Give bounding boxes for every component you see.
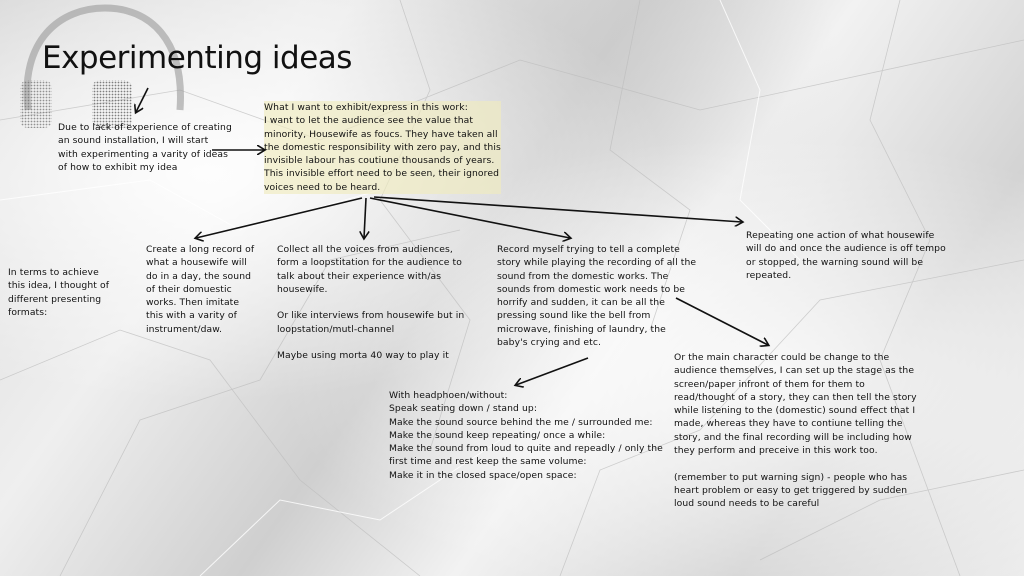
arrow-goal-to-collect (364, 198, 366, 238)
idea-audience-character: Or the main character could be change to the audience themselves, I can set up the stage as the screen/paper infront of them for them to read/thought of a story, they can then tell the story while listening to the (domestic) sound effect that I made, whereas they have to contiune telling the story, and the final recording will be including how they perform and preceive in this work too. (remember to put warning sign) - people who has heart problem or easy to get triggered by sudden loud sound needs to be careful (674, 352, 917, 510)
idea-repeat-action: Repeating one action of what housewife will do and once the audience is off tempo or stopped, the warning sound will be repeated. (746, 230, 946, 281)
page-title: Experimenting ideas (42, 40, 352, 76)
idea-headphone-options: With headphoen/without: Speak seating down / stand up: Make the sound source behind the me / surrounded me: Make the sound keep repeating/ once a while: Make the sound from loud to quite and repeadly / only the first time and rest keep the same volume: Make it in the closed space/open space: (389, 390, 663, 481)
arrow-title-to-intro (136, 88, 148, 112)
intro-note: Due to lack of experience of creating an sound installation, I will start with experimenting a varity of ideas of how to exhibit my idea (58, 122, 232, 173)
arrow-goal-to-record (196, 198, 362, 238)
formats-note: In terms to achieve this idea, I thought of different presenting formats: (8, 267, 110, 318)
idea-record-day: Create a long record of what a housewife will do in a day, the sound of their domuestic works. Then imitate this with a varity of instrument/daw. (146, 244, 255, 335)
arrow-story-to-headphone (516, 358, 588, 385)
idea-tell-story: Record myself trying to tell a complete story while playing the recording of all the sound from the domestic works. The sounds from domestic work needs to be horrify and sudden, it can be all the pressing sound like the bell from microwave, finishing of laundry, the baby's crying and etc. (497, 244, 697, 349)
arrow-story-to-audience (676, 298, 768, 345)
idea-collect-voices: Collect all the voices from audiences, form a loopstitation for the audience to talk about their experience with/as housewife. Or like interviews from housewife but in loopstation/mutl-channel Maybe using morta 40 way to play it (277, 244, 465, 362)
goal-note: What I want to exhibit/express in this work: I want to let the audience see the value that minority, Housewife as foucs. They have taken all the domestic responsibility with zero pay, and this invisible labour has coutiune thousands of years. This invisible effort need to be seen, their ignored voices need to be heard. (264, 102, 501, 193)
